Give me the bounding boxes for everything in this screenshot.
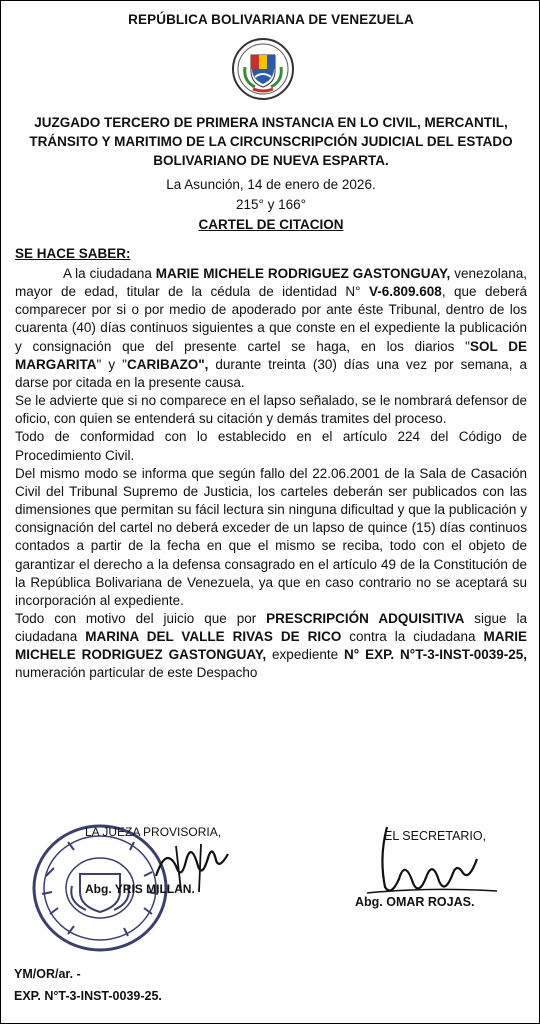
secretary-title: EL SECRETARIO,	[384, 829, 487, 843]
se-hace-saber-heading: SE HACE SABER:	[15, 246, 131, 261]
court-name	[1, 113, 540, 170]
plaintiff-name: MARINA DEL VALLE RIVAS DE RICO	[85, 629, 342, 645]
judge-title: LA JUEZA PROVISORIA,	[85, 825, 222, 839]
case-number: N° EXP. N°T-3-INST-0039-25,	[344, 647, 527, 663]
judge-name: Abg. YRIS MILLAN.	[85, 882, 195, 896]
court-line: TRÁNSITO Y MARITIMO DE LA CIRCUNSCRIPCIÓN JUDICIAL DEL ESTADO	[29, 134, 513, 149]
paragraph-jurisprudence: Del mismo modo se informa que según fallo del 22.06.2001 de la Sala de Casación Civil del Tribunal Supremo de Justicia, los carteles deberán ser publicados con las dimensiones que permitan su fácil lectura sin ninguna dificultad y que la publicación y consignación del cartel no deberá exceder de un lapso de quince (15) días continuos contados a partir de la fecha en que el mismo se reciba, todo con el objeto de garantizar el derecho a la defensa consagrado en el artículo 49 de la Constitución de la República Bolivariana de Venezuela, ya que en caso contrario no se aceptará su incorporación al expediente.	[15, 465, 527, 608]
paragraph-warning: Se le advierte que si no comparece en el lapso señalado, se le nombrará defensor de oficio, con quien se entenderá su citación y demás tramites del proceso.	[15, 393, 527, 427]
place-date: La Asunción, 14 de enero de 2026.	[166, 177, 376, 192]
id-number: V-6.809.608	[368, 284, 442, 300]
years-line: 215° y 166°	[235, 197, 307, 212]
footer-case-number: EXP. N°T-3-INST-0039-25.	[14, 989, 162, 1003]
defendant-name: MARIE MICHELE RODRIGUEZ GASTONGUAY,	[15, 629, 527, 663]
republic-heading: REPÚBLICA BOLIVARIANA DE VENEZUELA	[128, 12, 414, 27]
case-type: PRESCRIPCIÓN ADQUISITIVA	[266, 610, 465, 626]
court-line: JUZGADO TERCERO DE PRIMERA INSTANCIA EN LO CIVIL, MERCANTIL,	[34, 115, 508, 130]
coat-of-arms-icon	[231, 37, 295, 101]
paragraph-summons: A la ciudadana MARIE MICHELE RODRIGUEZ GASTONGUAY, venezolana, mayor de edad, titular de la cédula de identidad N° V-6.809.608, que deberá comparecer por si o por medio de apoderado por ante éste Tribunal, dentro de los cuarenta (40) días continuos siguientes a que conste en el expediente la publicación y consignación que del presente cartel se haga, en los diarios "SOL DE MARGARITA" y "CARIBAZO", durante treinta (30) días una vez por semana, a darse por citada en la presente causa.	[15, 266, 528, 390]
secretary-name: Abg. OMAR ROJAS.	[355, 895, 475, 909]
reference-initials: YM/OR/ar. -	[14, 967, 81, 981]
newspaper-name: SOL DE MARGARITA	[15, 338, 527, 372]
paragraph-case: Todo con motivo del juicio que por PRESCRIPCIÓN ADQUISITIVA sigue la ciudadana MARINA DEL VALLE RIVAS DE RICO contra la ciudadana MARIE MICHELE RODRIGUEZ GASTONGUAY, expediente N° EXP. N°T-3-INST-0039-25, numeración particular de este Despacho	[15, 610, 527, 681]
defendant-name: MARIE MICHELE RODRIGUEZ GASTONGUAY,	[155, 266, 451, 281]
court-line: BOLIVARIANO DE NUEVA ESPARTA.	[153, 153, 389, 168]
notice-body	[15, 265, 527, 683]
notice-title: CARTEL DE CITACION	[198, 217, 344, 232]
paragraph-legal-basis: Todo de conformidad con lo establecido en el artículo 224 del Código de Procedimiento Civil.	[15, 429, 527, 463]
newspaper-name: CARIBAZO",	[126, 356, 209, 372]
